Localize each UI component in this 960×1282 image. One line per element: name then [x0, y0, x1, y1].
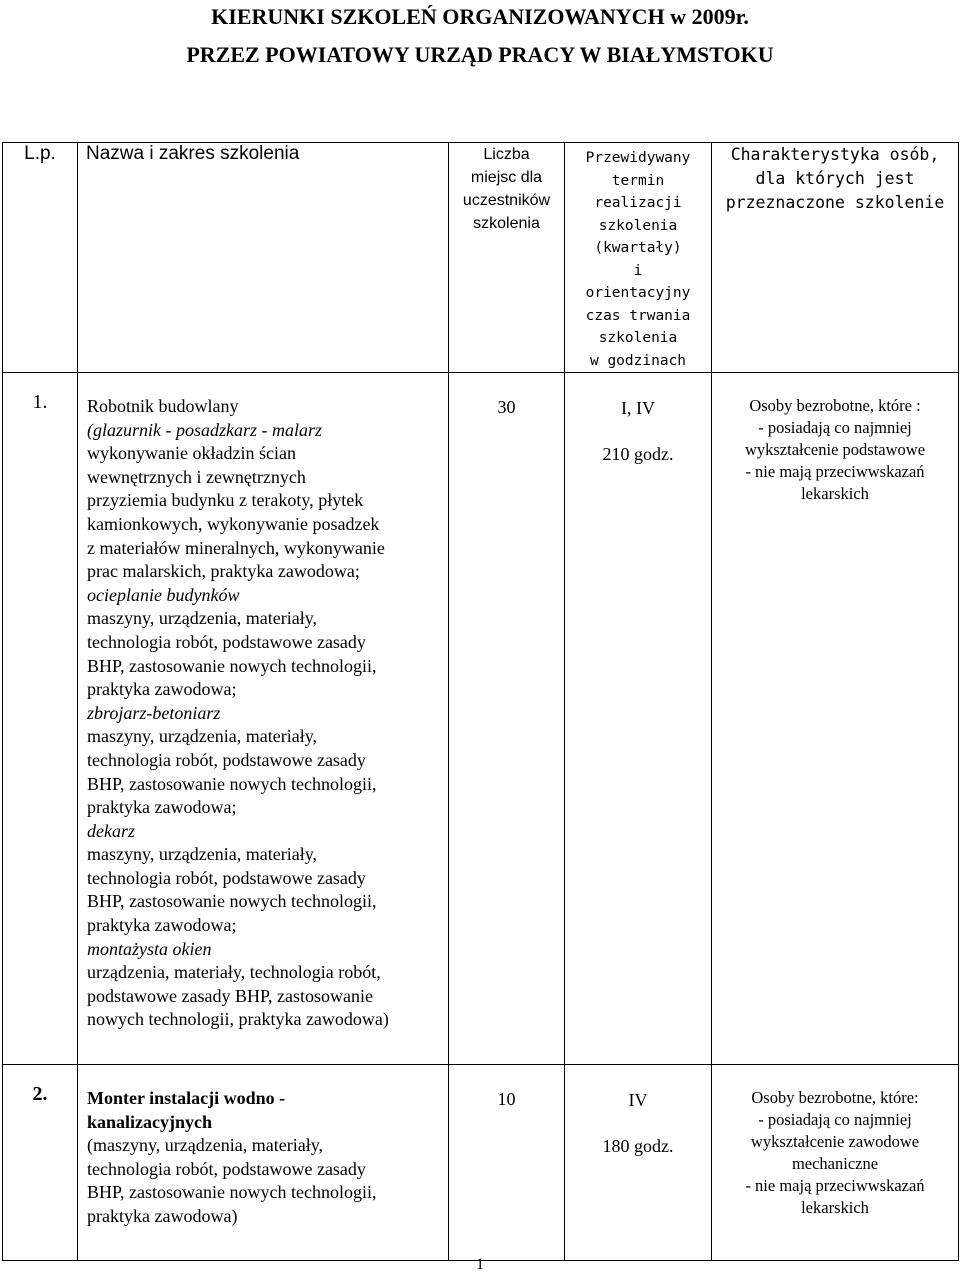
- text-line: - posiadają co najmniej: [758, 418, 912, 437]
- text-line: BHP, zastosowanie nowych technologii,: [87, 1182, 377, 1203]
- text-line: wykształcenie zawodowe: [750, 1132, 920, 1151]
- text-line: Liczba: [483, 146, 530, 163]
- text-line: - nie mają przeciwwskazań: [745, 462, 925, 481]
- header-count: [449, 143, 565, 373]
- header-characteristics: [712, 143, 959, 373]
- row-lp-text: 2.: [32, 1083, 48, 1105]
- text-line: nowych technologii, praktyka zawodowa): [87, 1009, 389, 1030]
- text-line: i: [633, 262, 643, 279]
- text-line: z materiałów mineralnych, wykonywanie: [87, 537, 385, 558]
- text-line: BHP, zastosowanie nowych technologii,: [87, 655, 377, 676]
- text-line: szkolenia: [598, 217, 678, 234]
- text-line: urządzenia, materiały, technologia robót,: [87, 962, 381, 983]
- text-line: mechaniczne: [791, 1154, 879, 1173]
- text-line: (maszyny, urządzenia, materiały,: [87, 1135, 324, 1156]
- text-line: realizacji: [594, 195, 682, 211]
- text-line: praktyka zawodowa;: [87, 797, 237, 818]
- text-line: kamionkowych, wykonywanie posadzek: [87, 513, 380, 534]
- row-term: [565, 1065, 712, 1261]
- row-characteristics: [712, 373, 959, 1065]
- text-line: maszyny, urządzenia, materiały,: [87, 726, 318, 747]
- row-quarters: IV: [628, 1090, 648, 1110]
- text-line: technologia robót, podstawowe zasady: [87, 867, 366, 888]
- text-line: lekarskich: [801, 484, 869, 503]
- text-line: BHP, zastosowanie nowych technologii,: [87, 773, 377, 794]
- text-line: praktyka zawodowa;: [87, 679, 237, 700]
- row-lp: [3, 1065, 78, 1261]
- text-line: termin: [611, 172, 665, 189]
- text-line: technologia robót, podstawowe zasady: [87, 749, 366, 770]
- page-subtitle: PRZEZ POWIATOWY URZĄD PRACY W BIAŁYMSTOKU: [186, 42, 774, 67]
- row-count: 30: [449, 373, 565, 1065]
- text-line: praktyka zawodowa;: [87, 915, 237, 936]
- table-row: [3, 1065, 959, 1261]
- row-lp: 1.: [3, 373, 78, 1065]
- text-line: BHP, zastosowanie nowych technologii,: [87, 891, 377, 912]
- header-term: [565, 143, 712, 373]
- text-line: technologia robót, podstawowe zasady: [87, 1158, 366, 1179]
- text-line: w godzinach: [589, 352, 687, 369]
- text-line: prac malarskich, praktyka zawodowa;: [87, 561, 360, 582]
- text-line: Monter instalacji wodno -: [87, 1088, 286, 1108]
- row-duration: 180 godz.: [602, 1136, 674, 1156]
- row-characteristics: [712, 1065, 959, 1261]
- text-line: (kwartały): [594, 240, 682, 256]
- text-line: uczestników: [462, 192, 551, 209]
- text-line: kanalizacyjnych: [87, 1111, 213, 1132]
- text-line: maszyny, urządzenia, materiały,: [87, 608, 318, 629]
- text-line: Osoby bezrobotne, które :: [749, 396, 921, 415]
- text-line: wykonywanie okładzin ścian: [87, 443, 296, 464]
- text-line: szkolenia: [598, 330, 678, 346]
- text-line: Robotnik budowlany: [87, 396, 239, 416]
- text-line: orientacyjny: [585, 285, 691, 301]
- text-line: Charakterystyka osób,: [730, 145, 940, 164]
- row-name: [78, 1065, 449, 1261]
- text-line: przeznaczone szkolenie: [725, 193, 945, 212]
- text-line: lekarskich: [801, 1198, 869, 1217]
- text-line: zbrojarz-betoniarz: [87, 702, 221, 723]
- text-line: - nie mają przeciwwskazań: [745, 1176, 925, 1195]
- page-title: KIERUNKI SZKOLEŃ ORGANIZOWANYCH w 2009r.: [211, 4, 749, 29]
- text-line: Osoby bezrobotne, które:: [751, 1088, 919, 1107]
- text-line: miejsc dla: [470, 169, 543, 186]
- header-name: Nazwa i zakres szkolenia: [78, 143, 449, 373]
- header-lp: L.p.: [3, 143, 78, 373]
- text-line: wykształcenie podstawowe: [744, 440, 926, 459]
- text-line: technologia robót, podstawowe zasady: [87, 631, 366, 652]
- row-count: 10: [449, 1065, 565, 1261]
- text-line: ocieplanie budynków: [87, 584, 240, 605]
- text-line: wewnętrznych i zewnętrznych: [87, 466, 306, 487]
- text-line: dekarz: [87, 820, 135, 841]
- text-line: Przewidywany: [585, 150, 691, 166]
- text-line: montażysta okien: [87, 938, 212, 959]
- table-header-row: [3, 143, 959, 373]
- text-line: szkolenia: [473, 215, 540, 232]
- text-line: przyziemia budynku z terakoty, płytek: [87, 490, 364, 511]
- text-line: (glazurnik - posadzkarz - malarz: [87, 419, 323, 440]
- row-duration: 210 godz.: [602, 444, 674, 464]
- row-term: [565, 373, 712, 1065]
- text-line: czas trwania: [585, 307, 691, 324]
- text-line: praktyka zawodowa): [87, 1205, 238, 1226]
- training-table: [2, 142, 959, 1261]
- page-number: 1: [476, 1256, 484, 1273]
- text-line: maszyny, urządzenia, materiały,: [87, 844, 318, 865]
- table-row: [3, 373, 959, 1065]
- row-name: [78, 373, 449, 1065]
- text-line: dla których jest: [755, 169, 915, 188]
- text-line: podstawowe zasady BHP, zastosowanie: [87, 985, 373, 1006]
- row-quarters: I, IV: [621, 398, 655, 418]
- text-line: - posiadają co najmniej: [758, 1110, 912, 1129]
